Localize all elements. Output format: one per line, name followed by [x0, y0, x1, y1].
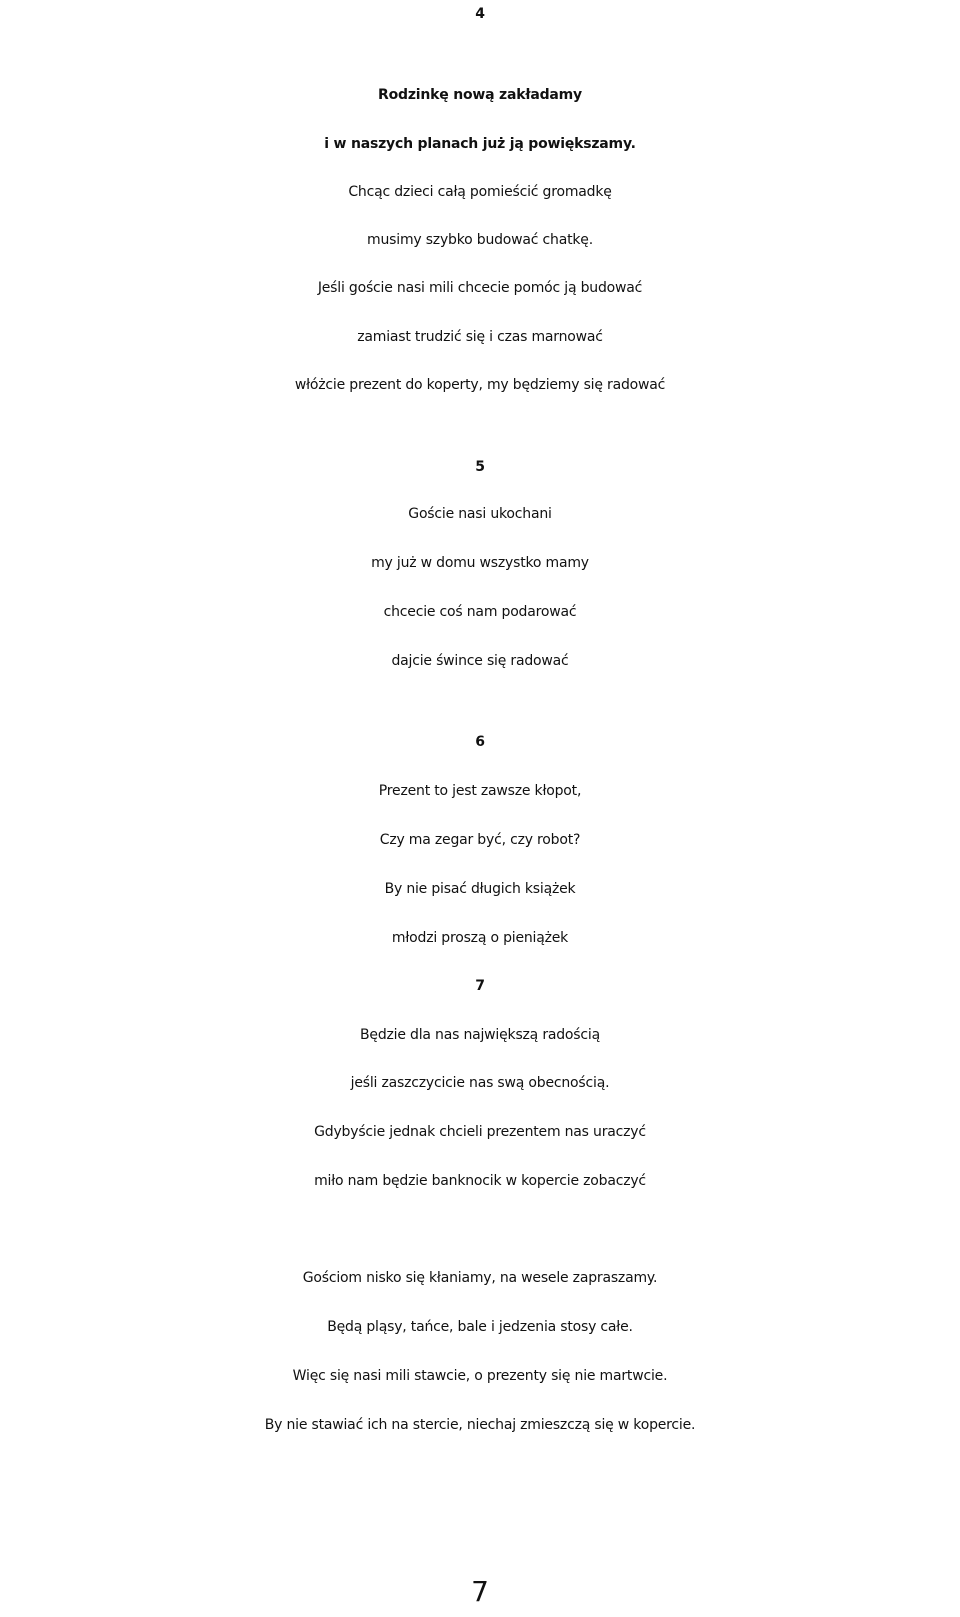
stanza-6-line: Czy ma zegar być, czy robot?: [379, 832, 581, 848]
closing-line: Więc się nasi mili stawcie, o prezenty się nie martwcie.: [292, 1368, 668, 1384]
stanza-7-line: Gdybyście jednak chcieli prezentem nas uraczyć: [314, 1124, 646, 1140]
closing-line: Będą pląsy, tańce, bale i jedzenia stosy całe.: [327, 1319, 633, 1335]
stanza-5-line: Goście nasi ukochani: [408, 506, 552, 522]
stanza-4-line: Chcąc dzieci całą pomieścić gromadkę: [348, 184, 612, 200]
stanza-7-line: miło nam będzie banknocik w kopercie zobaczyć: [314, 1173, 646, 1189]
stanza-4-line: Jeśli goście nasi mili chcecie pomóc ją budować: [317, 280, 643, 296]
stanza-6-number: 6: [475, 734, 485, 750]
closing-line: By nie stawiać ich na stercie, niechaj zmieszczą się w kopercie.: [264, 1417, 696, 1433]
stanza-6-line: By nie pisać długich książek: [384, 881, 576, 897]
stanza-5-line: my już w domu wszystko mamy: [371, 555, 589, 571]
stanza-7-line: Będzie dla nas największą radością: [360, 1027, 600, 1043]
stanza-5-line: dajcie śwince się radować: [391, 653, 569, 669]
stanza-4-line: i w naszych planach już ją powiększamy.: [324, 136, 636, 152]
stanza-7-line: jeśli zaszczycicie nas swą obecnością.: [350, 1075, 610, 1091]
stanza-4-line: musimy szybko budować chatkę.: [367, 232, 593, 248]
closing-line: Gościom nisko się kłaniamy, na wesele zapraszamy.: [302, 1270, 658, 1286]
stanza-6-line: młodzi proszą o pieniążek: [391, 930, 569, 946]
stanza-5-number: 5: [475, 459, 485, 475]
stanza-6-line: Prezent to jest zawsze kłopot,: [378, 783, 582, 799]
stanza-4-line: włóżcie prezent do koperty, my będziemy się radować: [294, 377, 666, 393]
stanza-4-number: 4: [475, 6, 485, 22]
page-number: 7: [471, 1575, 489, 1608]
stanza-4-line: Rodzinkę nową zakładamy: [378, 87, 582, 103]
stanza-5-line: chcecie coś nam podarować: [383, 604, 577, 620]
stanza-4-line: zamiast trudzić się i czas marnować: [357, 329, 603, 345]
stanza-7-number: 7: [475, 978, 485, 994]
